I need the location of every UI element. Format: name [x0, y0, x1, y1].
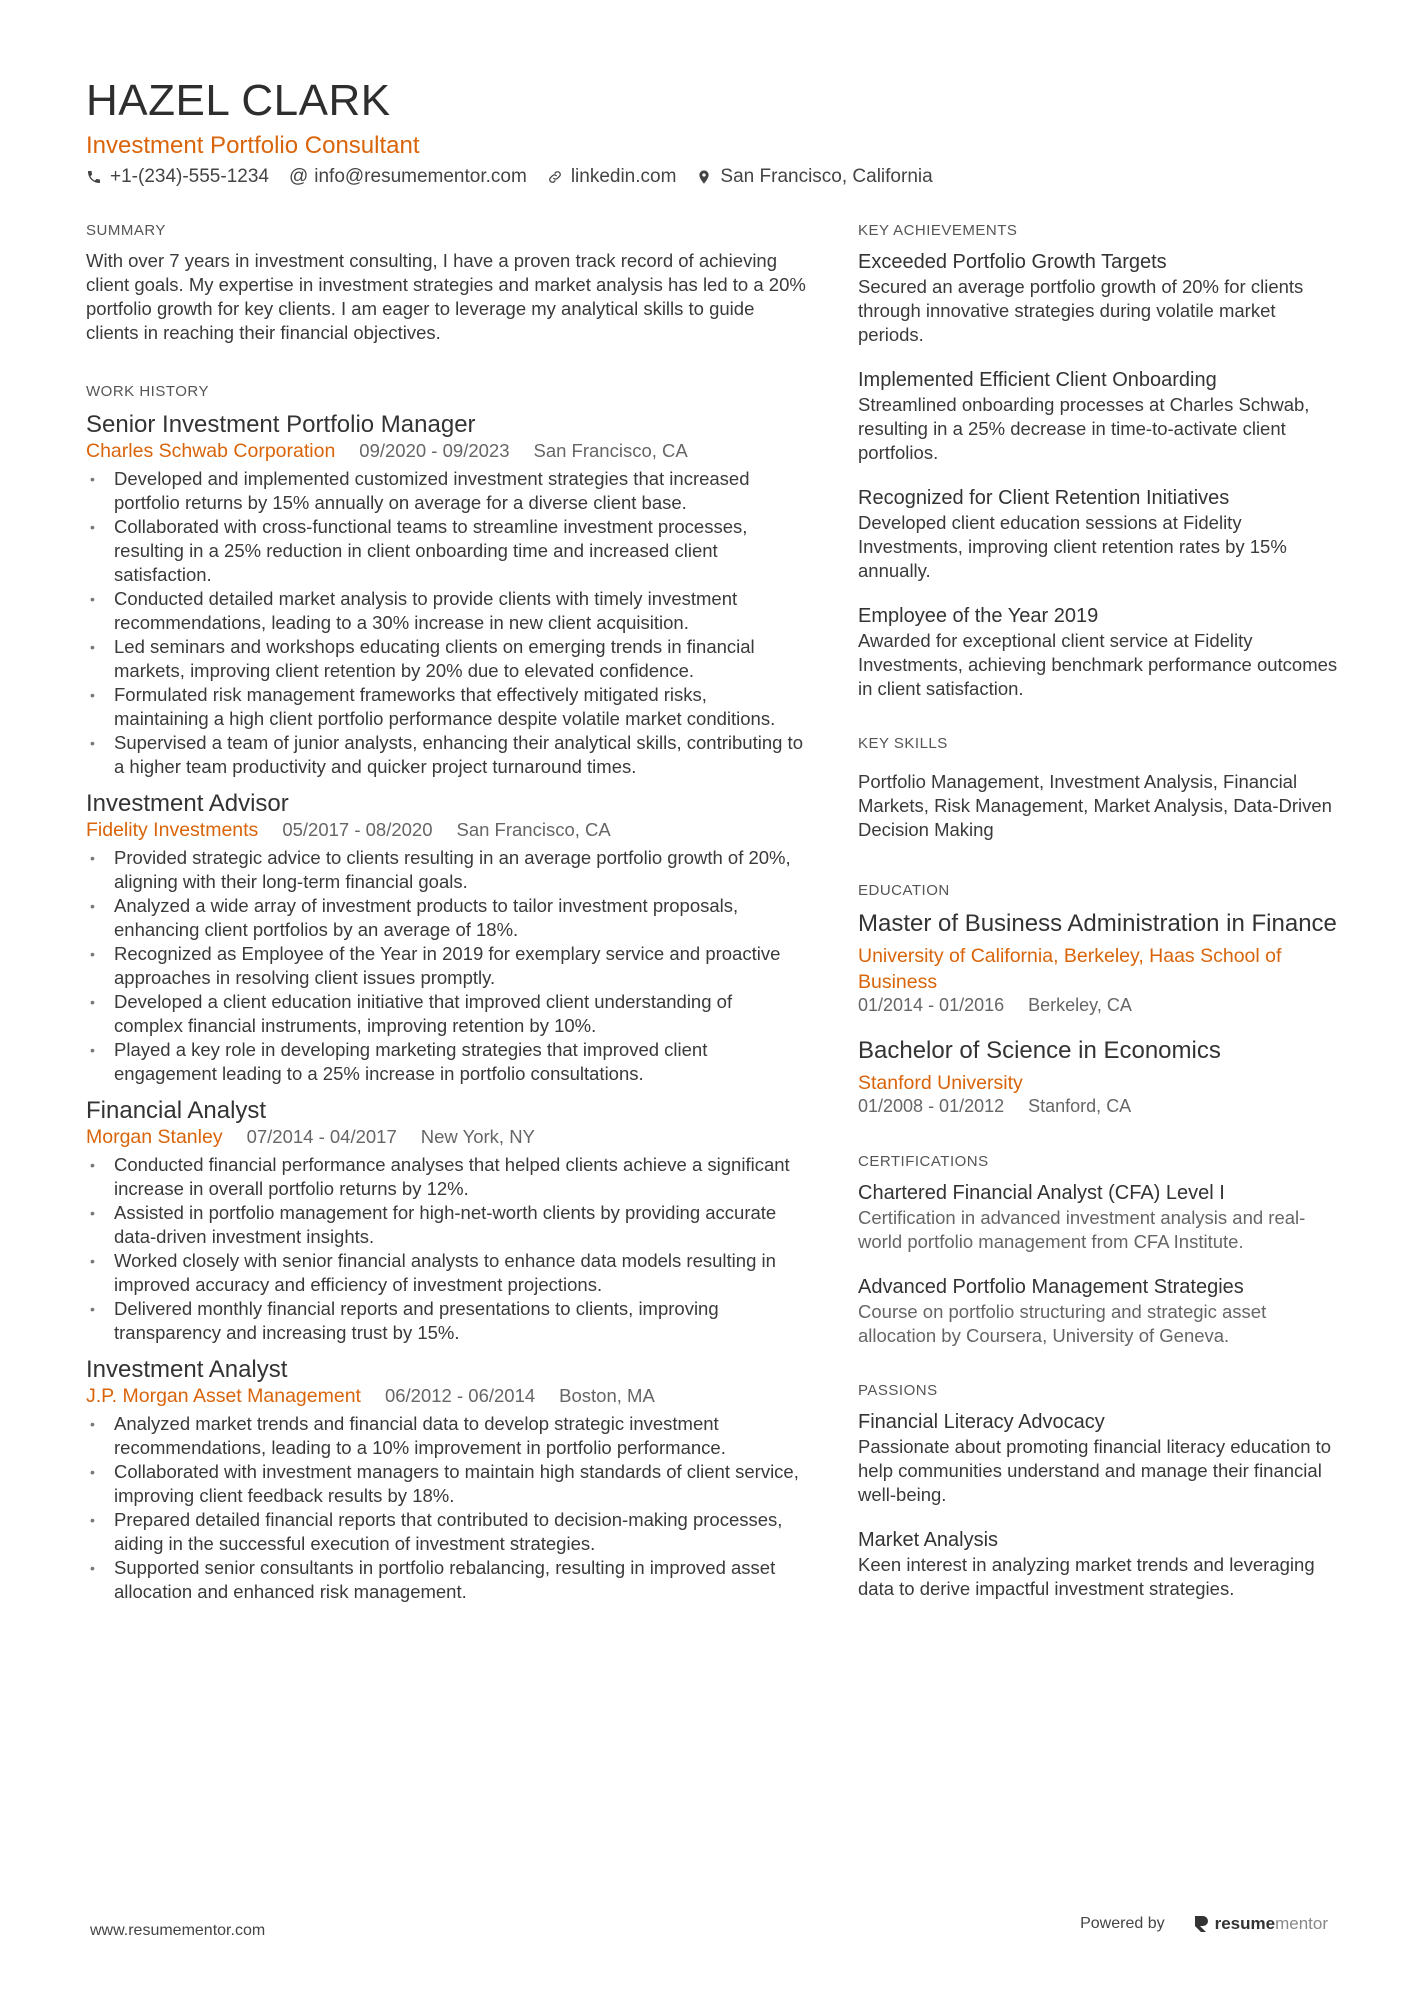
location-text: San Francisco, California [720, 166, 933, 187]
work-heading: WORK HISTORY [86, 383, 209, 400]
footer-powered [1080, 1914, 1328, 1934]
education-school: University of California, Berkeley, Haas School of Business [858, 945, 1282, 993]
bullet-item: • Analyzed a wide array of investment products to tailor investment proposals, enhancing client portfolios by an average of 18%. [86, 894, 806, 942]
skills-heading: KEY SKILLS [858, 735, 948, 752]
bullet-item: • Worked closely with senior financial analysts to enhance data models resulting in improved accuracy and efficiency of investment projections. [86, 1249, 806, 1297]
bullet-item: • Collaborated with investment managers to maintain high standards of client service, improving client feedback results by 18%. [86, 1460, 806, 1508]
contact-email[interactable] [289, 166, 527, 188]
bullet-item: • Developed and implemented customized investment strategies that increased portfolio returns by 15% annually on average for a diverse client base. [86, 467, 806, 515]
job-entry [86, 789, 806, 1086]
job-title: Senior Investment Portfolio Manager [86, 411, 476, 438]
bullet-item: • Played a key role in developing marketing strategies that improved client engagement leading to a 25% increase in portfolio consultations. [86, 1038, 806, 1086]
contact-location [696, 166, 932, 188]
link-icon [547, 169, 563, 185]
achievements-heading: KEY ACHIEVEMENTS [858, 222, 1018, 239]
location-pin-icon [696, 169, 712, 185]
contact-row [86, 166, 953, 188]
bullet-item: • Conducted financial performance analyses that helped clients achieve a significant increase in overall portfolio returns by 12%. [86, 1153, 806, 1201]
job-company: Morgan Stanley [86, 1126, 223, 1148]
achievement-desc: Streamlined onboarding processes at Charles Schwab, resulting in a 25% decrease in time-to-activate client portfolios. [858, 394, 1310, 463]
job-entry [86, 410, 806, 779]
bullet-item: • Led seminars and workshops educating clients on emerging trends in financial markets, improving client retention by 20% due to elevated confidence. [86, 635, 806, 683]
achievement-desc: Secured an average portfolio growth of 20% for clients through innovative strategies during volatile market periods. [858, 276, 1304, 345]
footer-website[interactable]: www.resumementor.com [90, 1922, 266, 1939]
contact-phone[interactable] [86, 166, 269, 188]
job-title: Financial Analyst [86, 1097, 267, 1124]
job-location: San Francisco, CA [533, 440, 688, 461]
education-degree: Master of Business Administration in Finance [858, 910, 1337, 937]
right-column [858, 222, 1338, 1621]
job-location: San Francisco, CA [456, 819, 611, 840]
job-meta [86, 1385, 806, 1408]
bullet-item: • Supported senior consultants in portfolio rebalancing, resulting in improved asset allocation and enhanced risk management. [86, 1556, 806, 1604]
job-title: Investment Advisor [86, 790, 289, 817]
certifications-heading: CERTIFICATIONS [858, 1153, 989, 1170]
job-meta [86, 1126, 806, 1149]
job-bullets [86, 1412, 806, 1604]
job-company: J.P. Morgan Asset Management [86, 1385, 361, 1407]
certification-title: Advanced Portfolio Management Strategies [858, 1276, 1244, 1298]
bullet-item: • Collaborated with cross-functional teams to streamline investment processes, resulting in a 25% reduction in client onboarding time and increased client satisfaction. [86, 515, 806, 587]
bullet-item: • Conducted detailed market analysis to provide clients with timely investment recommendations, leading to a 30% increase in new client acquisition. [86, 587, 806, 635]
achievement-title: Exceeded Portfolio Growth Targets [858, 251, 1167, 273]
passion-title: Financial Literacy Advocacy [858, 1411, 1105, 1433]
brand-logo[interactable] [1193, 1914, 1328, 1934]
bullet-item: • Formulated risk management frameworks that effectively mitigated risks, maintaining a high client portfolio performance despite volatile market conditions. [86, 683, 806, 731]
achievement-title: Implemented Efficient Client Onboarding [858, 369, 1217, 391]
education-meta [858, 1096, 1338, 1117]
job-dates: 07/2014 - 04/2017 [246, 1126, 397, 1147]
job-company: Charles Schwab Corporation [86, 440, 336, 462]
job-title: Investment Analyst [86, 1356, 288, 1383]
education-location: Berkeley, CA [1028, 995, 1132, 1015]
job-bullets [86, 846, 806, 1086]
at-icon: @ [288, 166, 309, 187]
education-dates: 01/2014 - 01/2016 [858, 995, 1005, 1015]
job-dates: 06/2012 - 06/2014 [384, 1385, 536, 1406]
education-dates: 01/2008 - 01/2012 [858, 1096, 1005, 1116]
bullet-item: • Recognized as Employee of the Year in 2019 for exemplary service and proactive approaches in resolving client issues promptly. [86, 942, 806, 990]
certification-title: Chartered Financial Analyst (CFA) Level I [858, 1182, 1225, 1204]
job-company: Fidelity Investments [86, 819, 259, 841]
achievement-title: Recognized for Client Retention Initiatives [858, 487, 1230, 509]
job-location: Boston, MA [559, 1385, 655, 1406]
summary-heading: SUMMARY [86, 222, 166, 239]
bullet-item: • Assisted in portfolio management for high-net-worth clients by providing accurate data-driven investment insights. [86, 1201, 806, 1249]
candidate-title: Investment Portfolio Consultant [86, 132, 420, 159]
skills-text: Portfolio Management, Investment Analysis, Financial Markets, Risk Management, Market Analysis, Data-Driven Decision Making [858, 771, 1332, 840]
passion-desc: Keen interest in analyzing market trends and leveraging data to derive impactful investment strategies. [858, 1554, 1315, 1599]
phone-text: +1-(234)-555-1234 [110, 166, 269, 187]
job-dates: 09/2020 - 09/2023 [359, 440, 510, 461]
achievement-desc: Awarded for exceptional client service at Fidelity Investments, achieving benchmark performance outcomes in client satisfaction. [858, 630, 1338, 699]
job-meta [86, 440, 806, 463]
contact-linkedin[interactable] [547, 166, 677, 188]
bullet-item: • Delivered monthly financial reports and presentations to clients, improving transparency and increasing trust by 15%. [86, 1297, 806, 1345]
education-heading: EDUCATION [858, 882, 950, 899]
achievement-title: Employee of the Year 2019 [858, 605, 1099, 627]
left-column [86, 222, 806, 1604]
achievement-desc: Developed client education sessions at Fidelity Investments, improving client retention rates by 15% annually. [858, 512, 1287, 581]
bullet-item: • Developed a client education initiative that improved client understanding of complex financial instruments, improving retention by 10%. [86, 990, 806, 1038]
job-dates: 05/2017 - 08/2020 [282, 819, 433, 840]
passion-desc: Passionate about promoting financial literacy education to help communities understand and manage their financial well-being. [858, 1436, 1332, 1505]
email-text: info@resumementor.com [314, 166, 527, 187]
bullet-item: • Supervised a team of junior analysts, enhancing their analytical skills, contributing to a higher team productivity and quicker project turnaround times. [86, 731, 806, 779]
job-meta [86, 819, 806, 842]
education-meta [858, 995, 1338, 1016]
candidate-name: HAZEL CLARK [86, 76, 391, 125]
education-location: Stanford, CA [1028, 1096, 1132, 1116]
linkedin-text: linkedin.com [570, 166, 677, 187]
certification-desc: Certification in advanced investment analysis and real-world portfolio management from CFA Institute. [858, 1207, 1306, 1252]
certification-desc: Course on portfolio structuring and strategic asset allocation by Coursera, University of Geneva. [858, 1301, 1267, 1346]
passion-title: Market Analysis [858, 1529, 999, 1551]
job-entry [86, 1355, 806, 1604]
brand-mark-icon [1193, 1915, 1209, 1933]
brand-bold: resume [1214, 1914, 1276, 1933]
bullet-item: • Provided strategic advice to clients resulting in an average portfolio growth of 20%, aligning with their long-term financial goals. [86, 846, 806, 894]
brand-light: mentor [1275, 1914, 1328, 1933]
job-entry [86, 1096, 806, 1345]
job-bullets [86, 467, 806, 779]
job-location: New York, NY [420, 1126, 535, 1147]
phone-icon [86, 169, 102, 185]
education-degree: Bachelor of Science in Economics [858, 1037, 1221, 1064]
education-school: Stanford University [858, 1072, 1023, 1094]
job-bullets [86, 1153, 806, 1345]
bullet-item: • Analyzed market trends and financial data to develop strategic investment recommendations, leading to a 10% improvement in portfolio performance. [86, 1412, 806, 1460]
powered-by-label: Powered by [1080, 1915, 1165, 1932]
summary-text: With over 7 years in investment consulting, I have a proven track record of achieving client goals. My expertise in investment strategies and market analysis has led to a 20% portfolio growth for key clients. I am eager to leverage my analytical skills to guide clients in reaching their financial objectives. [86, 250, 806, 343]
passions-heading: PASSIONS [858, 1382, 938, 1399]
bullet-item: • Prepared detailed financial reports that contributed to decision-making processes, aiding in the successful execution of investment strategies. [86, 1508, 806, 1556]
